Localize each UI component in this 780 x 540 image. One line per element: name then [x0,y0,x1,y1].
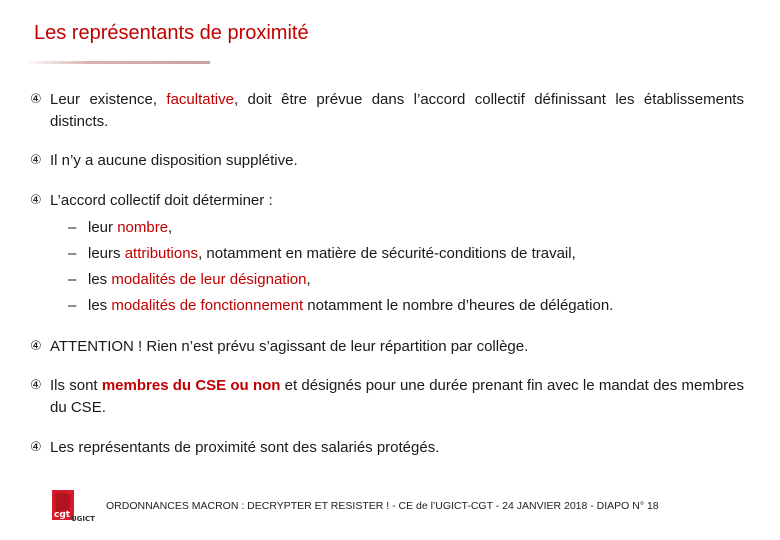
slide-title: Les représentants de proximité [34,22,309,44]
bullet-agreement [30,190,744,319]
list-item: – les modalités de leur désignation, [68,271,311,288]
svg-text:UGICT: UGICT [71,515,95,523]
bullet-icon: ④ [30,440,42,455]
bullet-icon: ④ [30,92,42,107]
bullet-text: Les représentants de proximité sont des salariés protégés. [50,439,440,456]
highlight-facultative: facultative [166,91,234,108]
bullet-text: Il n’y a aucune disposition supplétive. [50,152,298,169]
cgt-ugict-logo [52,490,98,524]
list-item: – les modalités de fonctionnement notamment le nombre d’heures de délégation. [68,297,614,314]
bullet-existence [30,89,744,133]
bullet-protected [30,437,744,459]
bullet-text: Leur existence, facultative, doit être prévue dans l’accord collectif définissant les établissements distincts. [50,91,744,130]
agreement-sublist [30,215,744,319]
title-underline [24,61,210,64]
bullet-icon: ④ [30,193,42,208]
bullet-members [30,375,744,419]
footer [48,490,668,524]
svg-text:cgt: cgt [54,510,71,520]
bullet-icon: ④ [30,378,42,393]
list-item: – leur nombre, [68,219,173,236]
bullet-icon: ④ [30,339,42,354]
list-item: – leurs attributions, notamment en matière de sécurité-conditions de travail, [68,245,576,262]
bullet-text: L’accord collectif doit déterminer : [50,192,273,209]
bullet-no-provision [30,150,744,172]
bullet-attention [30,336,744,358]
bullet-text: Ils sont membres du CSE ou non et désignés pour une durée prenant fin avec le mandat des membres du CSE. [50,377,745,416]
bullet-text: ATTENTION ! Rien n’est prévu s’agissant de leur répartition par collège. [50,338,529,355]
bullet-icon: ④ [30,153,42,168]
footer-caption: ORDONNANCES MACRON : DECRYPTER ET RESISTER ! - CE de l’UGICT-CGT - 24 JANVIER 2018 - DIAPO N° 18 [106,500,659,512]
highlight-members: membres du CSE ou non [101,377,281,394]
